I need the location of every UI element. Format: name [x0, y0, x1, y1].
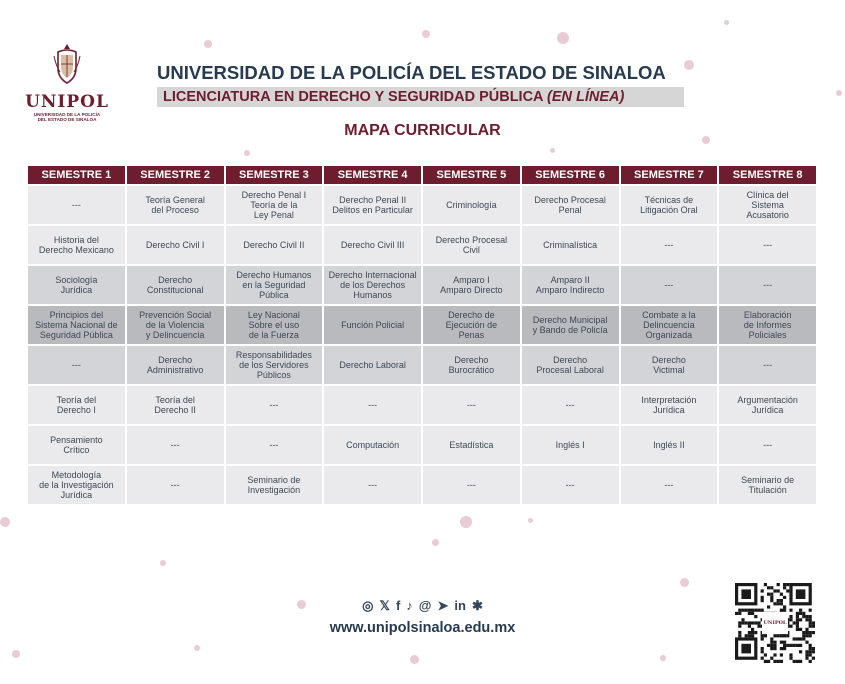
- decor-dot: [194, 645, 200, 651]
- course-cell: ---: [28, 186, 125, 224]
- tiktok-icon[interactable]: ♪: [406, 598, 413, 613]
- semester-header: SEMESTRE 3: [226, 166, 323, 184]
- course-cell: ---: [226, 386, 323, 424]
- course-cell: Derecho Procesal Laboral: [522, 346, 619, 384]
- course-cell: Responsabilidades de los Servidores Públicos: [226, 346, 323, 384]
- course-cell: Derecho Administrativo: [127, 346, 224, 384]
- course-cell: ---: [719, 346, 816, 384]
- course-cell: Amparo II Amparo Indirecto: [522, 266, 619, 304]
- decor-dot: [422, 30, 430, 38]
- curriculum-row: [28, 306, 816, 344]
- decor-dot: [160, 560, 166, 566]
- course-cell: Derecho Civil III: [324, 226, 421, 264]
- course-cell: Teoría del Derecho II: [127, 386, 224, 424]
- course-cell: Derecho Laboral: [324, 346, 421, 384]
- x-icon[interactable]: 𝕏: [379, 598, 390, 613]
- decor-dot: [557, 32, 569, 44]
- course-cell: Seminario de Titulación: [719, 466, 816, 504]
- decor-dot: [684, 60, 694, 70]
- course-cell: Inglés I: [522, 426, 619, 464]
- course-cell: ---: [28, 346, 125, 384]
- course-cell: Principios del Sistema Nacional de Seguridad Pública: [28, 306, 125, 344]
- bluesky-icon[interactable]: ✱: [471, 598, 483, 613]
- decor-dot: [432, 539, 439, 546]
- social-icons: [0, 598, 845, 614]
- course-cell: ---: [127, 466, 224, 504]
- decor-dot: [550, 148, 555, 153]
- degree-mode: (EN LÍNEA): [547, 89, 625, 105]
- facebook-icon[interactable]: f: [395, 598, 401, 613]
- semester-header: SEMESTRE 2: [127, 166, 224, 184]
- course-cell: ---: [719, 266, 816, 304]
- website-url[interactable]: www.unipolsinaloa.edu.mx: [329, 620, 516, 636]
- decor-dot: [0, 517, 10, 527]
- curriculum-body: [28, 186, 816, 504]
- course-cell: Inglés II: [621, 426, 718, 464]
- course-cell: Derecho Internacional de los Derechos Humanos: [324, 266, 421, 304]
- course-cell: ---: [621, 226, 718, 264]
- course-cell: Derecho Civil I: [127, 226, 224, 264]
- course-cell: Derecho Burocrático: [423, 346, 520, 384]
- decor-dot: [836, 90, 842, 96]
- course-cell: Derecho Humanos en la Seguridad Pública: [226, 266, 323, 304]
- course-cell: Derecho Civil II: [226, 226, 323, 264]
- course-cell: Computación: [324, 426, 421, 464]
- curriculum-row: [28, 186, 816, 224]
- course-cell: Derecho Procesal Penal: [522, 186, 619, 224]
- course-cell: Derecho Municipal y Bando de Policía: [522, 306, 619, 344]
- curriculum-row: [28, 346, 816, 384]
- course-cell: Clínica del Sistema Acusatorio: [719, 186, 816, 224]
- course-cell: Amparo I Amparo Directo: [423, 266, 520, 304]
- course-cell: Argumentación Jurídica: [719, 386, 816, 424]
- telegram-icon[interactable]: ➤: [437, 598, 449, 613]
- course-cell: Criminalística: [522, 226, 619, 264]
- course-cell: ---: [324, 386, 421, 424]
- course-cell: Derecho de Ejecución de Penas: [423, 306, 520, 344]
- curriculum-row: [28, 426, 816, 464]
- semester-header: SEMESTRE 4: [324, 166, 421, 184]
- curriculum-row: [28, 226, 816, 264]
- course-cell: Metodología de la Investigación Jurídica: [28, 466, 125, 504]
- decor-dot: [12, 650, 20, 658]
- qr-center-logo: UNIPOL: [762, 612, 788, 634]
- course-cell: Derecho Procesal Civil: [423, 226, 520, 264]
- decor-dot: [460, 516, 472, 528]
- course-cell: ---: [719, 226, 816, 264]
- decor-dot: [660, 655, 666, 661]
- course-cell: Combate a la Delincuencia Organizada: [621, 306, 718, 344]
- degree-subtitle: [163, 89, 624, 105]
- course-cell: ---: [127, 426, 224, 464]
- linkedin-icon[interactable]: in: [454, 598, 466, 613]
- decor-dot: [244, 150, 250, 156]
- curriculum-table: [26, 164, 818, 506]
- course-cell: Derecho Constitucional: [127, 266, 224, 304]
- course-cell: ---: [621, 466, 718, 504]
- crest-icon: [52, 42, 82, 86]
- semester-header: SEMESTRE 1: [28, 166, 125, 184]
- logo-subtitle-line-2: DEL ESTADO DE SINALOA: [37, 117, 97, 122]
- curriculum-row: [28, 466, 816, 504]
- semester-header: SEMESTRE 7: [621, 166, 718, 184]
- course-cell: ---: [423, 466, 520, 504]
- course-cell: Derecho Penal I Teoría de la Ley Penal: [226, 186, 323, 224]
- course-cell: Ley Nacional Sobre el uso de la Fuerza: [226, 306, 323, 344]
- logo-wordmark: UNIPOL: [25, 92, 109, 112]
- course-cell: Teoría del Derecho I: [28, 386, 125, 424]
- course-cell: Teoría General del Proceso: [127, 186, 224, 224]
- section-title: MAPA CURRICULAR: [344, 122, 501, 139]
- course-cell: Elaboración de Informes Policiales: [719, 306, 816, 344]
- degree-name: LICENCIATURA EN DERECHO Y SEGURIDAD PÚBLICA: [163, 89, 543, 105]
- threads-icon[interactable]: @: [418, 598, 432, 613]
- course-cell: Derecho Penal II Delitos en Particular: [324, 186, 421, 224]
- course-cell: Sociología Jurídica: [28, 266, 125, 304]
- university-title: UNIVERSIDAD DE LA POLICÍA DEL ESTADO DE SINALOA: [157, 62, 666, 83]
- semester-header: SEMESTRE 5: [423, 166, 520, 184]
- logo-subtitle-line-1: UNIVERSIDAD DE LA POLICÍA: [33, 112, 101, 117]
- curriculum-row: [28, 386, 816, 424]
- course-cell: ---: [226, 426, 323, 464]
- decor-dot: [724, 20, 729, 25]
- course-cell: Criminología: [423, 186, 520, 224]
- course-cell: Prevención Social de la Violencia y Delincuencia: [127, 306, 224, 344]
- course-cell: ---: [522, 466, 619, 504]
- course-cell: Derecho Victimal: [621, 346, 718, 384]
- course-cell: Pensamiento Crítico: [28, 426, 125, 464]
- course-cell: ---: [621, 266, 718, 304]
- decor-dot: [528, 518, 533, 523]
- decor-dot: [410, 655, 419, 664]
- course-cell: Interpretación Jurídica: [621, 386, 718, 424]
- semester-header: SEMESTRE 8: [719, 166, 816, 184]
- course-cell: ---: [324, 466, 421, 504]
- decor-dot: [680, 578, 689, 587]
- decor-dot: [204, 40, 212, 48]
- course-cell: Función Policial: [324, 306, 421, 344]
- course-cell: ---: [423, 386, 520, 424]
- course-cell: Técnicas de Litigación Oral: [621, 186, 718, 224]
- semester-header: SEMESTRE 6: [522, 166, 619, 184]
- curriculum-row: [28, 266, 816, 304]
- course-cell: ---: [719, 426, 816, 464]
- semester-header-row: [28, 166, 816, 184]
- unipol-logo: [22, 42, 112, 122]
- instagram-icon[interactable]: ◎: [362, 598, 374, 613]
- course-cell: Seminario de Investigación: [226, 466, 323, 504]
- course-cell: ---: [522, 386, 619, 424]
- course-cell: Estadística: [423, 426, 520, 464]
- course-cell: Historia del Derecho Mexicano: [28, 226, 125, 264]
